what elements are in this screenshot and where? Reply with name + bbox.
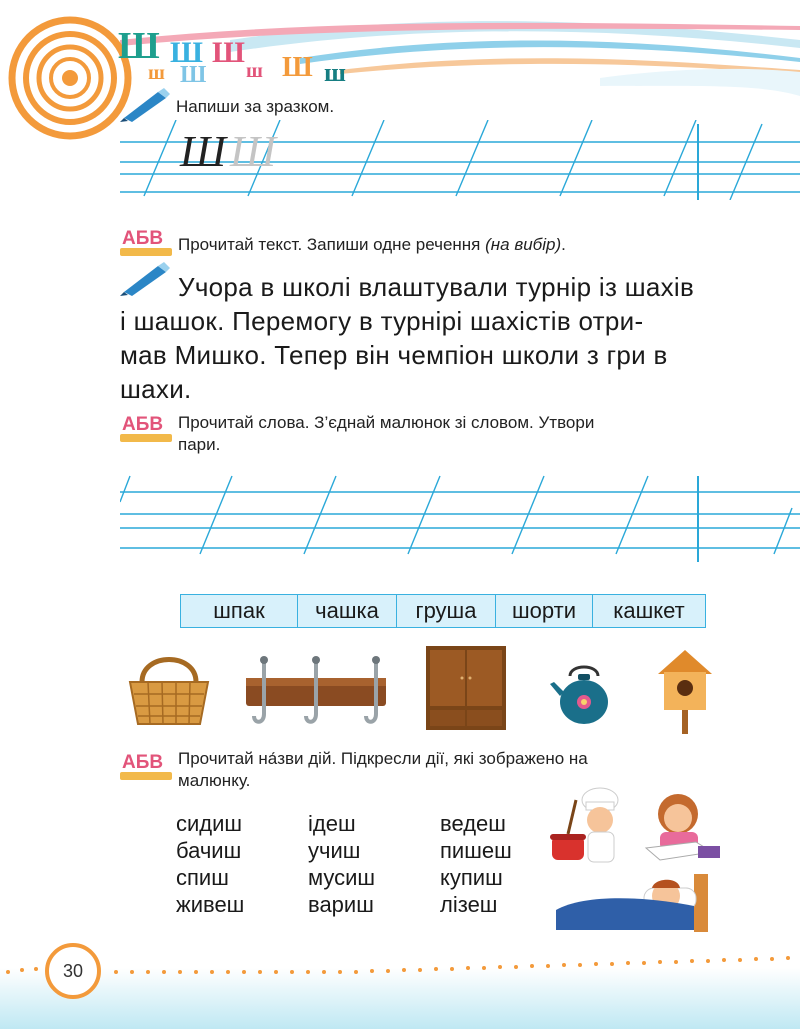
task1-instruction: Напиши за зразком. [176,97,335,116]
verb-item[interactable]: пишеш [440,838,512,863]
abv-letters-3: АБВ [122,752,164,773]
words-table [180,594,706,628]
basket-image[interactable] [126,652,212,726]
header-letter-7: Ш [282,52,313,83]
reading-line-1: Учора в школі влаштували турнір із шахів [178,272,695,302]
word-cell-2[interactable]: чашка [298,595,397,628]
reading-line-3: мав Мишко. Тепер він чемпіон школи з гри в [120,340,668,370]
header-letter-6: ш [246,60,263,82]
verbs-column-3 [440,810,512,918]
verb-item[interactable]: ідеш [308,811,356,836]
verbs-column-2 [308,810,375,918]
abv-letters-2: АБВ [122,414,164,435]
teapot-image[interactable] [548,656,620,728]
word-cell-1[interactable]: шпак [181,595,298,628]
task2-instruction-note: (на вибір) [485,235,562,254]
verb-item[interactable]: вариш [308,892,374,917]
task3-instruction-2: пари. [178,435,221,454]
verb-item[interactable]: спиш [176,865,229,890]
header-letter-2: Ш [170,36,203,69]
task4-instruction-1: Прочитай на́зви дій. Підкресли дії, які зображено на [178,749,588,768]
coat-hook-rack-image[interactable] [244,654,388,726]
task3-instruction-1: Прочитай слова. З’єднай малюнок зі словом. Утвори [178,413,595,432]
sleeping-boy-image [554,872,710,934]
abv-book-icon-2 [120,414,176,442]
word-cell-5[interactable]: кашкет [593,595,706,628]
task2-instruction-end: . [561,235,566,254]
handwriting-lines-2 [120,472,800,562]
task2-instruction-main: Прочитай текст. Запиши одне речення [178,235,481,254]
header-letter-1: Ш [118,25,160,67]
header-letter-3: ш [148,62,165,84]
abv-book-icon-3 [120,752,176,780]
header-letter-4: Ш [212,36,245,69]
reading-text [120,270,720,406]
pen-icon [118,88,174,122]
abv-book-icon [120,228,176,256]
verb-item[interactable]: лізеш [440,892,498,917]
page-number: 30 [45,943,101,999]
header-letter-8: ш [324,58,346,87]
verb-item[interactable]: ведеш [440,811,506,836]
writing-girl-image [636,786,722,866]
task4-instruction-2: малюнку. [178,771,251,790]
verb-item[interactable]: купиш [440,865,503,890]
reading-line-2: і шашок. Перемогу в турнірі шахістів отри- [120,306,644,336]
verbs-column-1 [176,810,244,918]
word-cell-3[interactable]: груша [397,595,496,628]
sample-letter: Ш [180,127,226,176]
cook-boy-image [548,786,632,868]
birdhouse-image[interactable] [656,648,714,734]
spiral-icon [12,20,128,136]
verb-item[interactable]: учиш [308,838,361,863]
verb-item[interactable]: живеш [176,892,245,917]
word-cell-4[interactable]: шорти [496,595,593,628]
footer-dots [0,950,800,990]
verb-item[interactable]: мусиш [308,865,376,890]
verb-item[interactable]: сидиш [176,811,243,836]
reading-line-4: шахи. [120,374,192,404]
header-letter-5: Ш [180,62,207,88]
trace-letter: Ш [230,127,276,176]
verb-item[interactable]: бачиш [176,838,242,863]
task2-instruction [178,234,566,256]
abv-letters: АБВ [122,228,164,249]
wardrobe-image[interactable] [424,644,508,730]
